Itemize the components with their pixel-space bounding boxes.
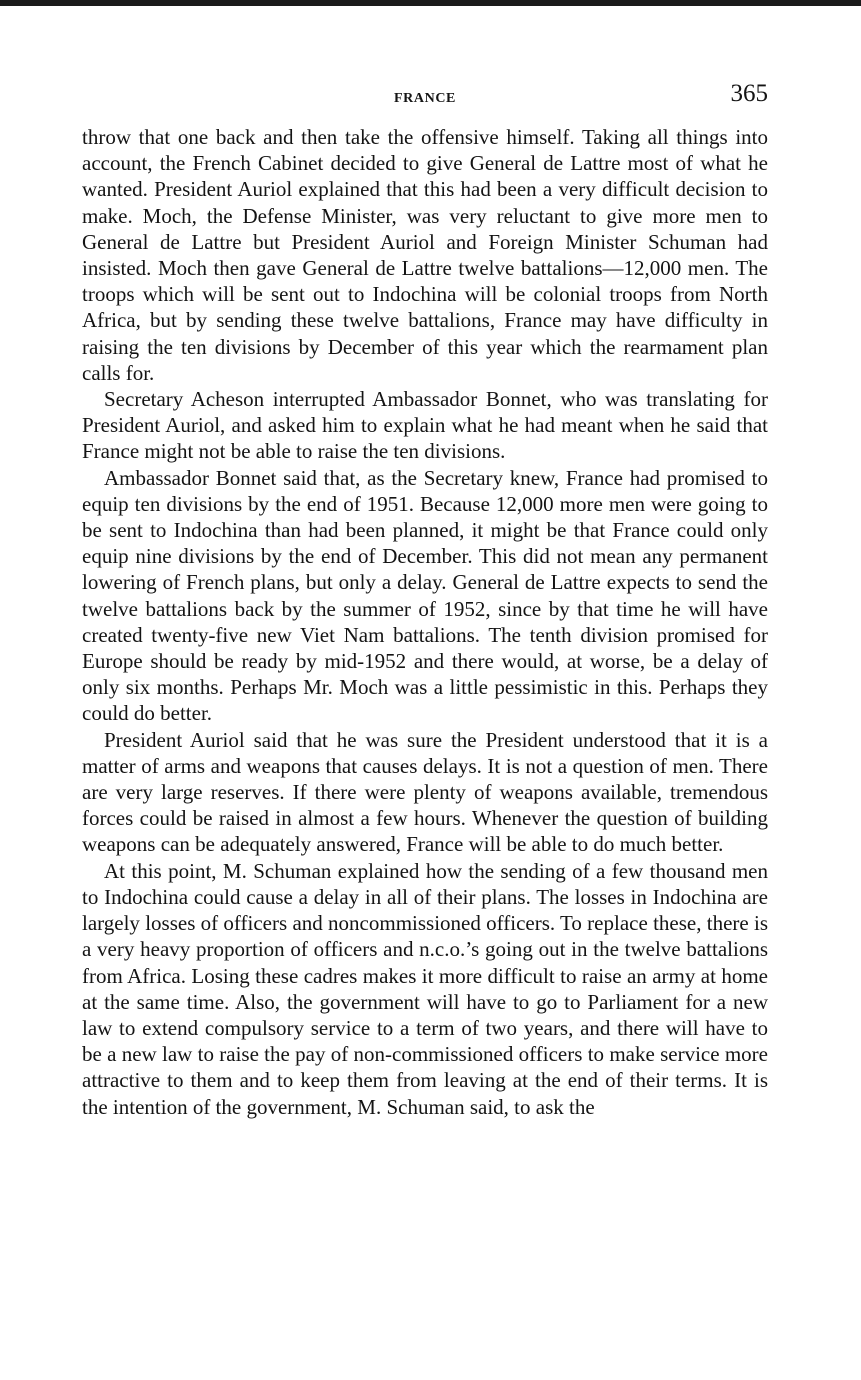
page-header <box>82 80 768 112</box>
paragraph: President Auriol said that he was sure the President understood that it is a matter of arms and weapons that causes delays. It is not a question of men. There are very large reserves. If there were plenty of weapons available, tremendous forces could be raised in almost a few hours. Whenever the question of building weapons can be adequately answered, France will be able to do much better. <box>82 727 768 857</box>
paragraph: Ambassador Bonnet said that, as the Secretary knew, France had promised to equip ten divisions by the end of 1951. Because 12,000 more men were going to be sent to Indochina than had been planned, it might be that France could only equip nine divisions by the end of December. This did not mean any permanent lowering of French plans, but only a delay. General de Lattre expects to send the twelve battalions back by the summer of 1952, since by that time he will have created twenty-five new Viet Nam battalions. The tenth division promised for Europe should be ready by mid-1952 and there would, at worse, be a delay of only six months. Perhaps Mr. Moch was a little pessimistic in this. Perhaps they could do better. <box>82 465 768 726</box>
page-body <box>82 124 768 1120</box>
paragraph: Secretary Acheson interrupted Ambassador Bonnet, who was translating for President Auriol, and asked him to explain what he had meant when he said that France might not be able to raise the ten divisions. <box>82 387 768 464</box>
paragraph: At this point, M. Schuman explained how the sending of a few thousand men to Indochina could cause a delay in all of their plans. The losses in Indochina are largely losses of officers and noncommissioned officers. To replace these, there is a very heavy proportion of officers and n.c.o.’s going out in the twelve battalions from Africa. Losing these cadres makes it more difficult to raise an army at home at the same time. Also, the government will have to go to Parliament for a new law to extend compulsory service to a term of two years, and there will have to be a new law to raise the pay of non-commissioned officers to make service more attractive to them and to keep them from leaving at the end of their terms. It is the intention of the government, M. Schuman said, to ask the <box>82 858 768 1119</box>
top-border-rule <box>0 0 861 6</box>
page-number: 365 <box>730 80 768 107</box>
paragraph-continued: throw that one back and then take the offensive himself. Taking all things into account, the French Cabinet decided to give General de Lattre most of what he wanted. President Auriol explained that this had been a very difficult decision to make. Moch, the Defense Minister, was very reluctant to give more men to General de Lattre but President Auriol and Foreign Minister Schuman had insisted. Moch then gave General de Lattre twelve battalions—12,000 men. The troops which will be sent out to Indochina will be colonial troops from North Africa, but by sending these twelve battalions, France may have difficulty in raising the ten divisions by December of this year which the rearmament plan calls for. <box>82 125 768 385</box>
running-head: FRANCE <box>394 91 456 106</box>
